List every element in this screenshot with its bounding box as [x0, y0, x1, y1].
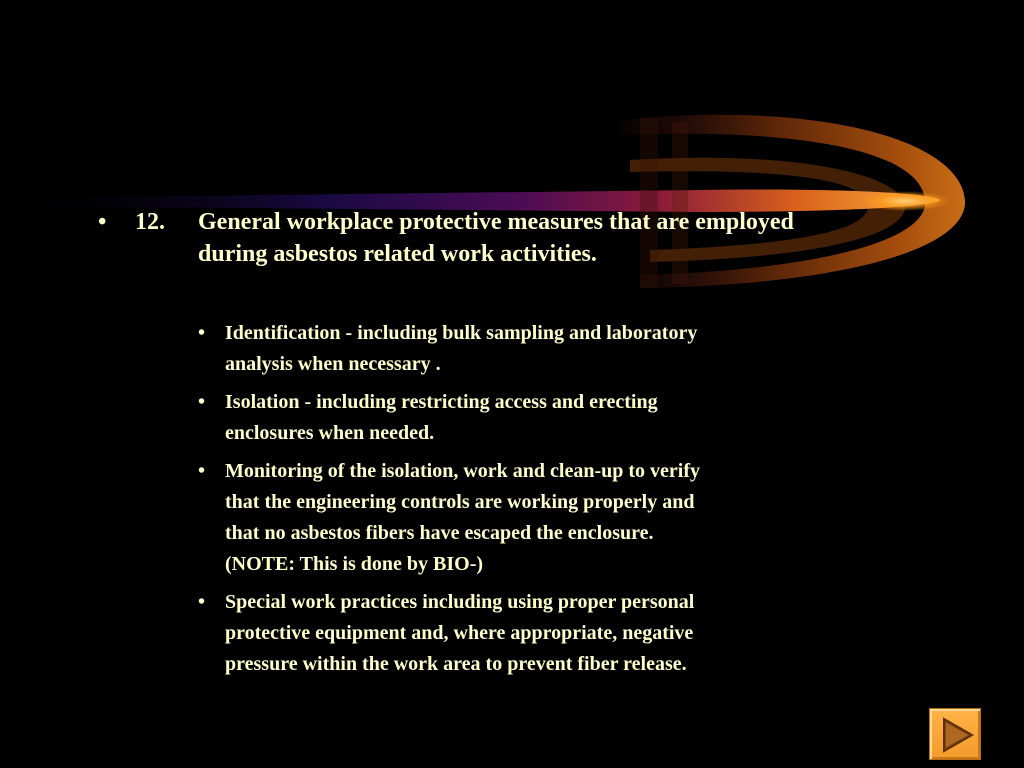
main-bullet-text: General workplace protective measures that are employed during asbestos related work activities. [198, 209, 794, 267]
sub-bullet-list [198, 318, 848, 687]
sub-bullet-item [198, 387, 848, 449]
sub-bullet-text: Isolation - including restricting access and erecting enclosures when needed. [225, 391, 658, 444]
sub-bullet-dot: • [198, 391, 206, 413]
next-slide-button[interactable] [929, 708, 981, 760]
sub-bullet-dot: • [198, 322, 206, 344]
sub-bullet-text: Identification - including bulk sampling and laboratory analysis when necessary . [225, 322, 698, 375]
sub-bullet-item [198, 587, 848, 680]
main-bullet-dot: • [98, 209, 107, 235]
sub-bullet-text: Special work practices including using proper personal protective equipment and, where appropriate, negative pressure within the work area to prevent fiber release. [225, 591, 695, 675]
sub-bullet-text: Monitoring of the isolation, work and clean-up to verify that the engineering controls are working properly and that no asbestos fibers have escaped the enclosure. (NOTE: This is done by BIO-) [225, 460, 700, 575]
play-triangle-icon [930, 709, 982, 761]
sub-bullet-dot: • [198, 460, 206, 482]
main-bullet-number: 12. [135, 209, 165, 235]
sub-bullet-dot: • [198, 591, 206, 613]
sub-bullet-item [198, 456, 848, 580]
sub-bullet-item [198, 318, 848, 380]
